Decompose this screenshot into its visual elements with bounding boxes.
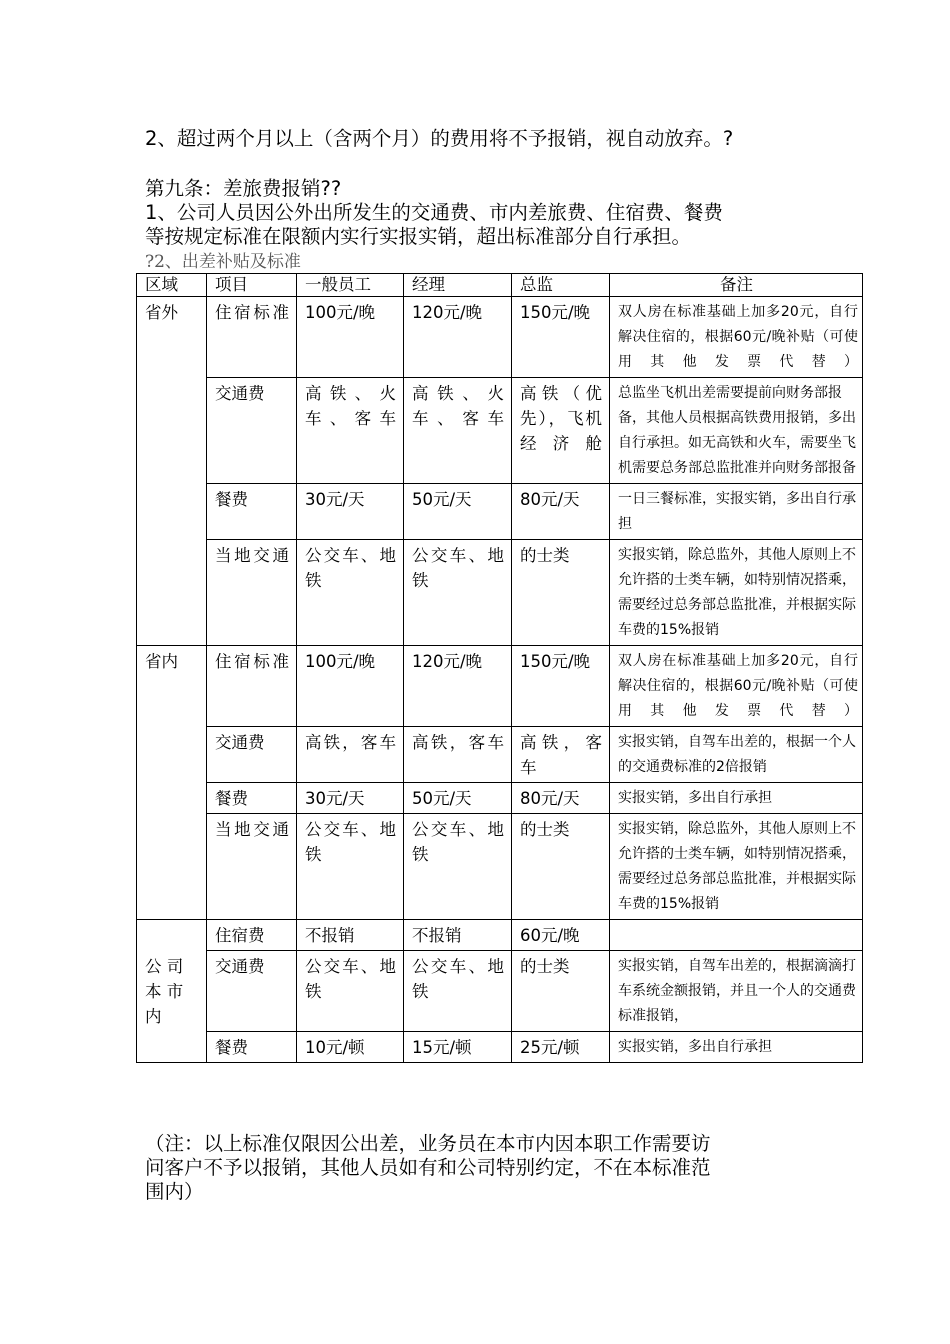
row-note: 实报实销，自驾车出差的，根据滴滴打车系统金额报销，并且一个人的交通费标准报销， [610,951,863,1032]
row-director: 80元/天 [512,484,610,540]
row-manager: 高铁，客车 [404,727,512,783]
row-note: 实报实销，除总监外，其他人原则上不允许搭的士类车辆，如特别情况搭乘，需要经过总务部总监批准，并根据实际车费的15%报销 [610,814,863,920]
row-manager: 公交车、地铁 [404,540,512,646]
row-item: 住宿标准 [207,297,297,378]
row-item: 餐费 [207,783,297,814]
header-manager: 经理 [404,274,512,297]
row-item: 交通费 [207,951,297,1032]
row-staff: 公交车、地铁 [297,951,404,1032]
row-note: 双人房在标准基础上加多20元，自行解决住宿的，根据60元/晚补贴（可使用其他发票代替） [610,646,863,727]
row-staff: 不报销 [297,920,404,951]
row-director: 的士类 [512,951,610,1032]
row-note: 实报实销，多出自行承担 [610,1032,863,1063]
row-note: 总监坐飞机出差需要提前向财务部报备，其他人员根据高铁费用报销，多出自行承担。如无高铁和火车，需要坐飞机需要总务部总监批准并向财务部报备 [610,378,863,484]
row-item: 当地交通 [207,540,297,646]
row-director: 的士类 [512,814,610,920]
table-row [137,727,863,783]
row-item: 餐费 [207,1032,297,1063]
row-staff: 公交车、地铁 [297,540,404,646]
row-manager: 120元/晚 [404,297,512,378]
region-outside: 省外 [137,297,207,646]
rule-paragraph-line-2: 等按规定标准在限额内实行实报实销，超出标准部分自行承担。 [145,225,692,248]
row-director: 150元/晚 [512,297,610,378]
row-director: 60元/晚 [512,920,610,951]
footnote-line-2: 问客户不予以报销，其他人员如有和公司特别约定，不在本标准范 [145,1156,711,1179]
row-note: 实报实销，自驾车出差的，根据一个人的交通费标准的2倍报销 [610,727,863,783]
header-region: 区域 [137,274,207,297]
table-row [137,783,863,814]
row-item: 交通费 [207,378,297,484]
footnote-line-3: 围内） [145,1180,204,1203]
row-staff: 30元/天 [297,484,404,540]
table-header-row [137,274,863,297]
row-director: 25元/顿 [512,1032,610,1063]
header-item: 项目 [207,274,297,297]
row-note: 双人房在标准基础上加多20元，自行解决住宿的，根据60元/晚补贴（可使用其他发票代替） [610,297,863,378]
table-row [137,646,863,727]
row-item: 住宿标准 [207,646,297,727]
row-director: 80元/天 [512,783,610,814]
row-staff: 高铁、火车、客车 [297,378,404,484]
row-director: 高铁（优先），飞机经济舱 [512,378,610,484]
row-staff: 10元/顿 [297,1032,404,1063]
row-manager: 公交车、地铁 [404,951,512,1032]
table-row [137,378,863,484]
row-note: 一日三餐标准，实报实销，多出自行承担 [610,484,863,540]
header-note: 备注 [610,274,863,297]
row-staff: 100元/晚 [297,646,404,727]
row-item: 当地交通 [207,814,297,920]
row-staff: 30元/天 [297,783,404,814]
row-manager: 高铁、火车、客车 [404,378,512,484]
row-director: 的士类 [512,540,610,646]
region-inside: 省内 [137,646,207,920]
row-note: 实报实销，多出自行承担 [610,783,863,814]
table-row [137,951,863,1032]
region-city: 公 司 本 市 内 [137,920,207,1063]
table-row [137,920,863,951]
row-staff: 高铁，客车 [297,727,404,783]
row-manager: 50元/天 [404,783,512,814]
header-staff: 一般员工 [297,274,404,297]
row-item: 住宿费 [207,920,297,951]
row-manager: 120元/晚 [404,646,512,727]
row-director: 150元/晚 [512,646,610,727]
row-manager: 不报销 [404,920,512,951]
table-caption: ?2、出差补贴及标准 [145,252,301,272]
row-manager: 15元/顿 [404,1032,512,1063]
table-row [137,297,863,378]
row-staff: 100元/晚 [297,297,404,378]
rule-paragraph-line-1: 1、公司人员因公外出所发生的交通费、市内差旅费、住宿费、餐费 [145,201,723,224]
table-row [137,814,863,920]
article-nine-title: 第九条：差旅费报销?? [145,177,342,200]
row-staff: 公交车、地铁 [297,814,404,920]
table-row [137,1032,863,1063]
row-item: 餐费 [207,484,297,540]
expiry-rule-paragraph: 2、超过两个月以上（含两个月）的费用将不予报销，视自动放弃。? [145,127,734,150]
row-note: 实报实销，除总监外，其他人原则上不允许搭的士类车辆，如特别情况搭乘，需要经过总务部总监批准，并根据实际车费的15%报销 [610,540,863,646]
row-director: 高铁，客车 [512,727,610,783]
row-manager: 公交车、地铁 [404,814,512,920]
table-row [137,484,863,540]
row-manager: 50元/天 [404,484,512,540]
header-director: 总监 [512,274,610,297]
row-note [610,920,863,951]
footnote-line-1: （注：以上标准仅限因公出差，业务员在本市内因本职工作需要访 [145,1132,711,1155]
row-item: 交通费 [207,727,297,783]
travel-expense-table [136,273,863,1063]
table-row [137,540,863,646]
